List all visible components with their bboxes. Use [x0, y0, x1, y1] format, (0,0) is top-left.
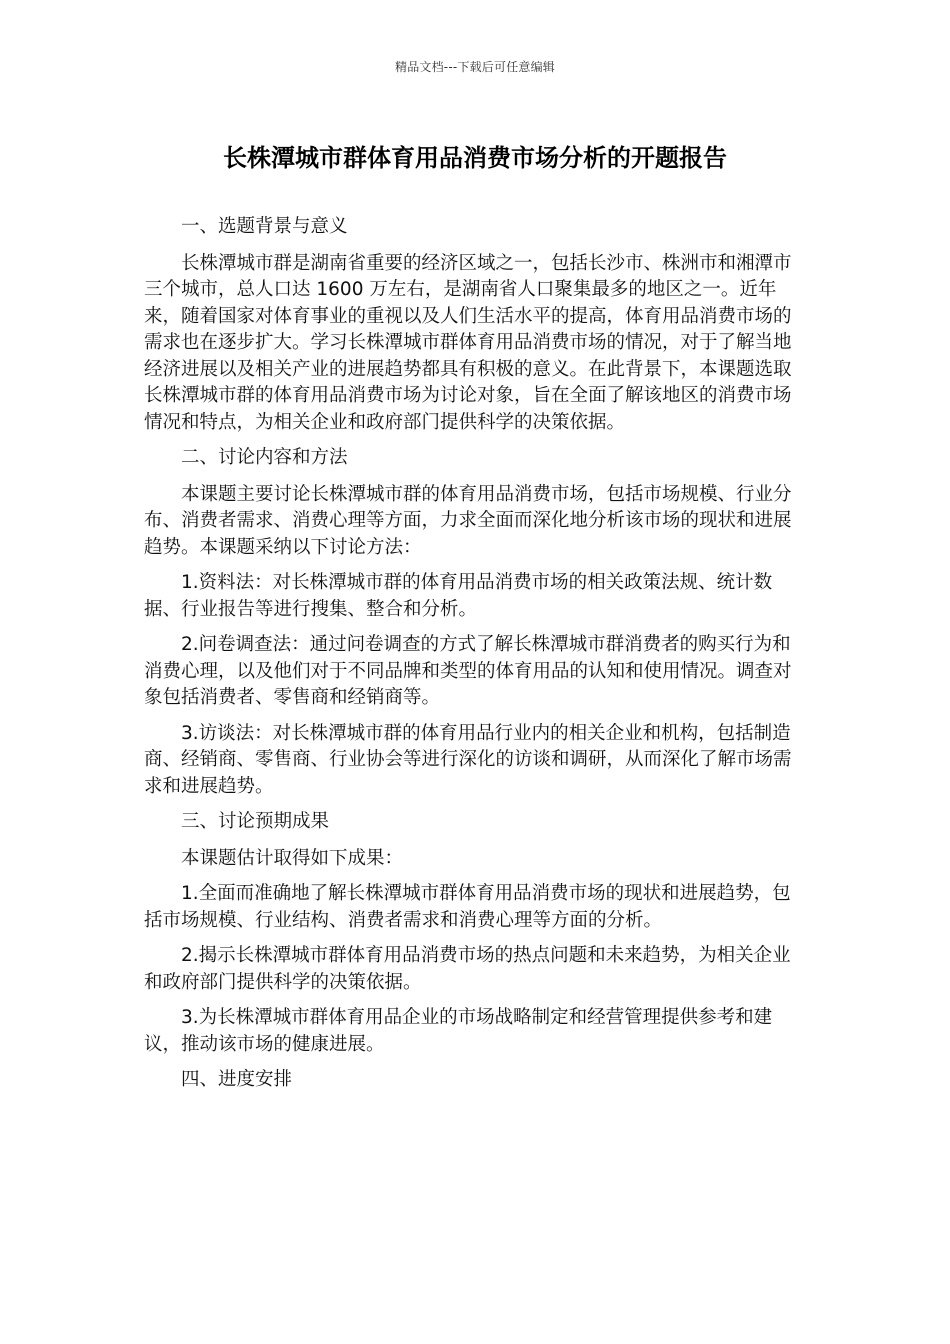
section-heading-expected-results: 三、讨论预期成果	[181, 811, 330, 832]
result-item-3: 3.为长株潭城市群体育用品企业的市场战略制定和经营管理提供参考和建议，推动该市场的健康进展。	[144, 1007, 773, 1055]
result-item-1: 1.全面而准确地了解长株潭城市群体育用品消费市场的现状和进展趋势，包括市场规模、行业结构、消费者需求和消费心理等方面的分析。	[144, 883, 791, 931]
document-body	[144, 214, 809, 1104]
header-note: 精品文档---下载后可任意编辑	[395, 60, 555, 74]
method-item-interview: 3.访谈法：对长株潭城市群的体育用品行业内的相关企业和机构，包括制造商、经销商、零售商、行业协会等进行深化的访谈和调研，从而深化了解市场需求和进展趋势。	[144, 722, 792, 797]
section-heading-schedule: 四、进度安排	[181, 1069, 293, 1090]
result-item-2: 2.揭示长株潭城市群体育用品消费市场的热点问题和未来趋势，为相关企业和政府部门提供科学的决策依据。	[144, 945, 791, 993]
section-heading-background: 一、选题背景与意义	[181, 216, 348, 237]
method-item-literature: 1.资料法：对长株潭城市群的体育用品消费市场的相关政策法规、统计数据、行业报告等进行搜集、整合和分析。	[144, 572, 773, 620]
document-title: 长株潭城市群体育用品消费市场分析的开题报告	[223, 144, 727, 172]
method-item-questionnaire: 2.问卷调查法：通过问卷调查的方式了解长株潭城市群消费者的购买行为和消费心理，以及他们对于不同品牌和类型的体育用品的认知和使用情况。调查对象包括消费者、零售商和经销商等。	[144, 634, 792, 708]
paragraph-expected-results: 本课题估计取得如下成果：	[181, 847, 404, 869]
paragraph-background: 长株潭城市群是湖南省重要的经济区域之一，包括长沙市、株洲市和湘潭市三个城市，总人口达 1600 万左右，是湖南省人口聚集最多的地区之一。近年来，随着国家对体育事业的重视以及人们生活水平的提高，体育用品消费市场的需求也在逐步扩大。学习长株潭城市群体育用品消费市场的情况，对于了解当地经济进展以及相关产业的进展趋势都具有积极的意义。在此背景下，本课题选取长株潭城市群的体育用品消费市场为讨论对象，旨在全面了解该地区的消费市场情况和特点，为相关企业和政府部门提供科学的决策依据。	[144, 252, 792, 433]
paragraph-content-methods: 本课题主要讨论长株潭城市群的体育用品消费市场，包括市场规模、行业分布、消费者需求、消费心理等方面，力求全面而深化地分析该市场的现状和进展趋势。本课题采纳以下讨论方法：	[144, 483, 792, 558]
section-heading-content-methods: 二、讨论内容和方法	[181, 447, 348, 468]
